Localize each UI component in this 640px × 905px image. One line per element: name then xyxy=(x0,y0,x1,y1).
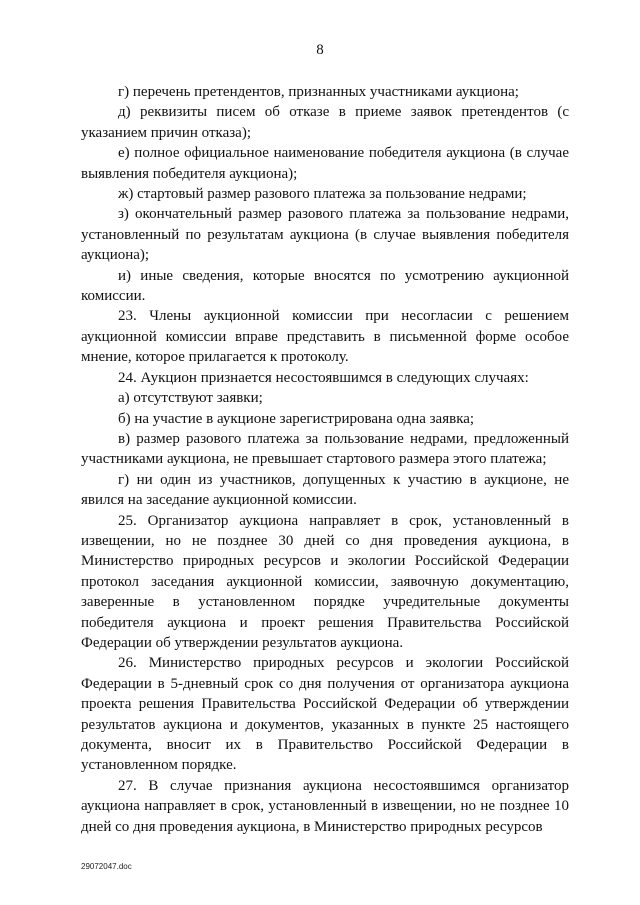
paragraph-26-ministry-submits: 26. Министерство природных ресурсов и экологии Российской Федерации в 5-дневный срок со дня получения от организатора аукциона проекта решения Правительства Российской Федерации об утверждении результатов аукциона и документов, указанных в пункте 25 настоящего документа, вносит их в Правительство Российской Федерации в установленном порядке. xyxy=(81,655,569,774)
paragraph-zh-starting-payment: ж) стартовый размер разового платежа за пользование недрами; xyxy=(118,186,527,203)
paragraph-23-dissent: 23. Члены аукционной комиссии при несогласии с решением аукционной комиссии вправе представить в письменной форме особое мнение, которое прилагается к протоколу. xyxy=(81,308,569,366)
paragraph-27-failed-auction-notice: 27. В случае признания аукциона несостоявшимся организатор аукциона направляет в срок, установленный в извещении, но не позднее 10 дней со дня проведения аукциона, в Министерство природных ресурсов xyxy=(81,777,569,835)
paragraph-24v-payment-not-exceeding: в) размер разового платежа за пользование недрами, предложенный участниками аукциона, не превышает стартового размера этого платежа; xyxy=(81,430,569,468)
paragraph-z-final-payment: з) окончательный размер разового платежа за пользование недрами, установленный по результатам аукциона (в случае выявления победителя аукциона); xyxy=(81,206,569,264)
paragraph-24a-no-applications: а) отсутствуют заявки; xyxy=(118,390,263,407)
paragraph-24-failed-auction: 24. Аукцион признается несостоявшимся в следующих случаях: xyxy=(118,369,529,386)
paragraph-24g-no-attendance: г) ни один из участников, допущенных к участию в аукционе, не явился на заседание аукционной комиссии. xyxy=(81,471,569,509)
paragraph-25-organizer-sends: 25. Организатор аукциона направляет в срок, установленный в извещении, но не позднее 30 дней со дня проведения аукциона, в Министерство природных ресурсов и экологии Российской Федерации протокол заседания аукционной комиссии, заявочную документацию, заверенные в установленном порядке учредительные документы победителя аукциона и проект решения Правительства Российской Федерации об утверждении результатов аукциона. xyxy=(81,512,569,651)
paragraph-i-other-info: и) иные сведения, которые вносятся по усмотрению аукционной комиссии. xyxy=(81,267,569,305)
paragraph-d-refusal-letters: д) реквизиты писем об отказе в приеме заявок претендентов (с указанием причин отказа); xyxy=(81,104,569,141)
footer-filename: 29072047.doc xyxy=(81,862,132,871)
paragraph-g-applicants-list: г) перечень претендентов, признанных участниками аукциона; xyxy=(118,84,519,100)
paragraph-e-winner-name: е) полное официальное наименование победителя аукциона (в случае выявления победителя аукциона); xyxy=(81,145,569,182)
document-body xyxy=(81,82,569,837)
page-number: 8 xyxy=(316,42,324,58)
paragraph-24b-single-application: б) на участие в аукционе зарегистрирована одна заявка; xyxy=(118,410,475,427)
